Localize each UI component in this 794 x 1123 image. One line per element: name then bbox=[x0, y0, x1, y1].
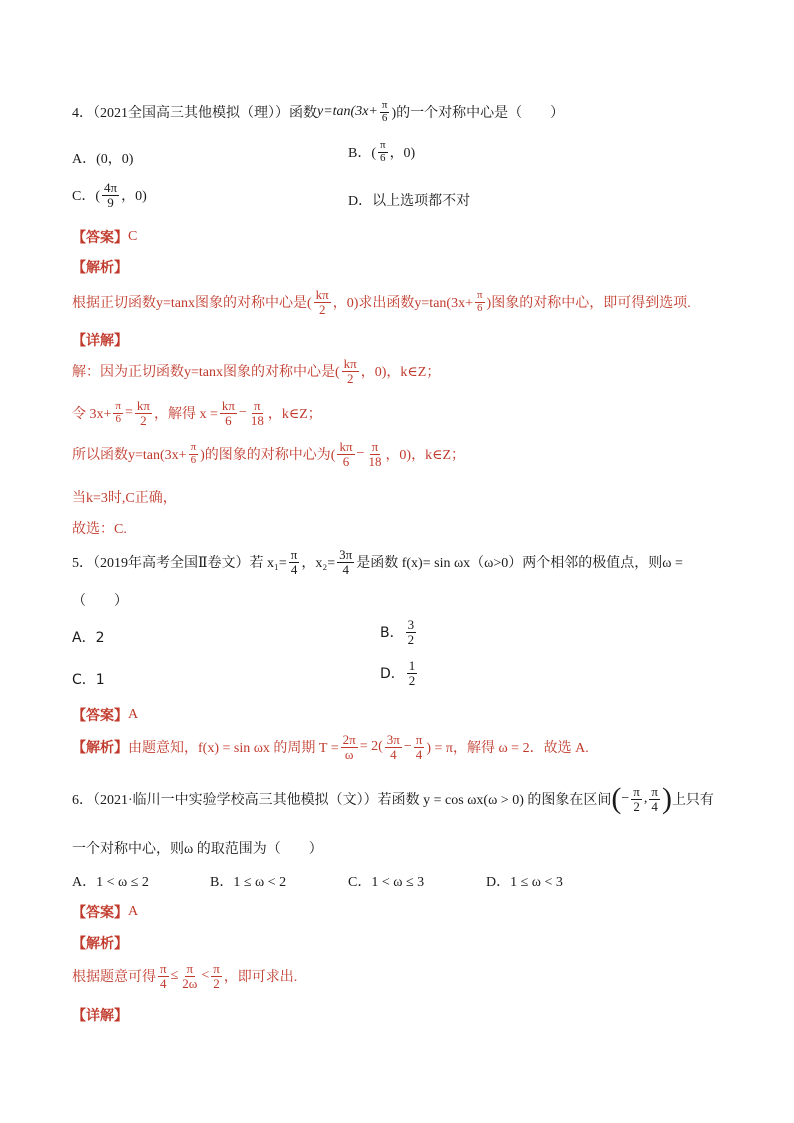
q5-option-d: D． $\frac{1}{2}$ bbox=[380, 658, 416, 688]
fraction: $\frac{k\pi}{6}$ bbox=[221, 398, 235, 428]
fraction: $\frac{3}{2}$ bbox=[407, 617, 415, 647]
q6-stem-line-2: 一个对称中心，则ω 的取范围为（ ） bbox=[72, 842, 323, 857]
fraction: $\frac{\pi}{18}$ bbox=[368, 439, 382, 469]
fraction: $\frac{\pi}{4}$ bbox=[415, 732, 423, 762]
q6-answer: 【答案】 A bbox=[72, 904, 139, 921]
fraction: $\frac{3\pi}{4}$ bbox=[386, 732, 400, 762]
q6-detail-label: 【详解】 bbox=[72, 1008, 128, 1024]
q6-option-c: C．1 < ω ≤ 3 bbox=[348, 875, 425, 890]
q4-stem: 4．（2021全国高三其他模拟（理））函数 y=tan(3x+ $\frac{\pi}{6}$ )的一个对称中心是（ ） bbox=[72, 99, 565, 124]
q5-option-c: C．1 bbox=[72, 672, 105, 688]
q5-option-b: B． $\frac{3}{2}$ bbox=[380, 617, 415, 647]
q4-detail-line-2: 令 3x+ $\frac{\pi}{6}$ = $\frac{k\pi}{2}$ ，解得 x = $\frac{k\pi}{6}$ − $\frac{\pi}{18}$ ，k∈Z； bbox=[72, 398, 322, 428]
q4-analysis: 根据正切函数y=tanx图象的对称中心是( $\frac{k\pi}{2}$ ，0)求出函数y=tan(3x+ $\frac{\pi}{6}$ )图象的对称中心，即可得到选项. bbox=[72, 287, 691, 317]
fraction: $\frac{\pi}{2}$ bbox=[213, 961, 220, 991]
fraction: $\frac{\pi}{2}$ bbox=[633, 783, 640, 814]
q5-option-a: A．2 bbox=[72, 630, 105, 646]
fraction: $\frac{k\pi}{2}$ bbox=[315, 287, 329, 317]
q4-option-a: A．(0，0) bbox=[72, 152, 134, 167]
q4-detail-line-3: 所以函数y=tan(3x+ $\frac{\pi}{6}$ )的图象的对称中心为( $\frac{k\pi}{6}$ − $\frac{\pi}{18}$ ，0)，k∈Z； bbox=[72, 439, 466, 469]
fraction: $\frac{\pi}{4}$ bbox=[651, 783, 658, 814]
fraction: $\frac{2\pi}{\omega}$ bbox=[342, 732, 356, 762]
fraction: $\frac{\pi}{4}$ bbox=[160, 961, 167, 991]
q4-detail-label: 【详解】 bbox=[72, 333, 128, 349]
q4-option-c: C．( $\frac{4\pi}{9}$ ，0) bbox=[72, 180, 147, 210]
q4-answer: 【答案】 C bbox=[72, 229, 138, 246]
q4-detail-line-4: 当k=3时,C正确， bbox=[72, 491, 177, 506]
fraction: $\frac{3\pi}{4}$ bbox=[339, 547, 353, 577]
fraction: $\frac{\pi}{6}$ bbox=[380, 139, 386, 164]
q4-analysis-label: 【解析】 bbox=[72, 260, 128, 276]
fraction: $\frac{\pi}{4}$ bbox=[290, 547, 298, 577]
q6-option-d: D．1 ≤ ω < 3 bbox=[486, 875, 563, 890]
fraction: $\frac{\pi}{6}$ bbox=[476, 289, 483, 314]
q5-stem: 5．（2019年高考全国Ⅱ卷文）若 x₁= $\frac{\pi}{4}$ ，x₂= $\frac{3\pi}{4}$ 是函数 f(x)= sin ωx（ω>0）两个相邻的极值点，则ω = bbox=[72, 547, 683, 577]
fraction: $\frac{\pi}{6}$ bbox=[115, 400, 121, 425]
q4-option-d: D．以上选项都不对 bbox=[348, 194, 471, 209]
fraction: $\frac{\pi}{18}$ bbox=[250, 398, 264, 428]
fraction: $\frac{\pi}{6}$ bbox=[381, 99, 388, 124]
q5-stem-line-2: （ ） bbox=[72, 594, 128, 609]
q4-detail-line-1: 解：因为正切函数y=tanx图象的对称中心是( $\frac{k\pi}{2}$ ，0)，k∈Z； bbox=[72, 356, 441, 386]
q6-analysis-label: 【解析】 bbox=[72, 936, 128, 952]
fraction: $\frac{k\pi}{2}$ bbox=[136, 398, 150, 428]
q4-option-b: B．( $\frac{\pi}{6}$ ，0) bbox=[348, 139, 416, 164]
q6-option-b: B．1 ≤ ω < 2 bbox=[210, 875, 287, 890]
fraction: $\frac{\pi}{6}$ bbox=[190, 441, 197, 466]
fraction: $\frac{k\pi}{6}$ bbox=[339, 439, 353, 469]
fraction: $\frac{\pi}{2\omega}$ bbox=[182, 961, 198, 991]
fraction: $\frac{k\pi}{2}$ bbox=[343, 356, 357, 386]
q5-answer: 【答案】 A bbox=[72, 707, 139, 724]
q6-option-a: A．1 < ω ≤ 2 bbox=[72, 875, 149, 890]
fraction: $\frac{1}{2}$ bbox=[408, 658, 416, 688]
q5-analysis: 【解析】 由题意知，f(x) = sin ωx 的周期 T = $\frac{2\pi}{\omega}$ = 2( $\frac{3\pi}{4}$ − $\frac{\pi}{4}$ ) = π，解得 ω = 2．故选 A. bbox=[72, 732, 589, 762]
q6-analysis: 根据题意可得 $\frac{\pi}{4}$ ≤ $\frac{\pi}{2\omega}$ < $\frac{\pi}{2}$ ，即可求出. bbox=[72, 961, 298, 991]
fraction: $\frac{4\pi}{9}$ bbox=[104, 180, 118, 210]
q4-detail-line-5: 故选：C. bbox=[72, 522, 127, 537]
q6-stem: 6．（2021·临川一中实验学校高三其他模拟（文））若函数 y = cos ωx(ω > 0) 的图象在区间 ( − $\frac{\pi}{2}$ , $\frac{\pi}{4}$ ) 上只有 bbox=[72, 782, 714, 815]
